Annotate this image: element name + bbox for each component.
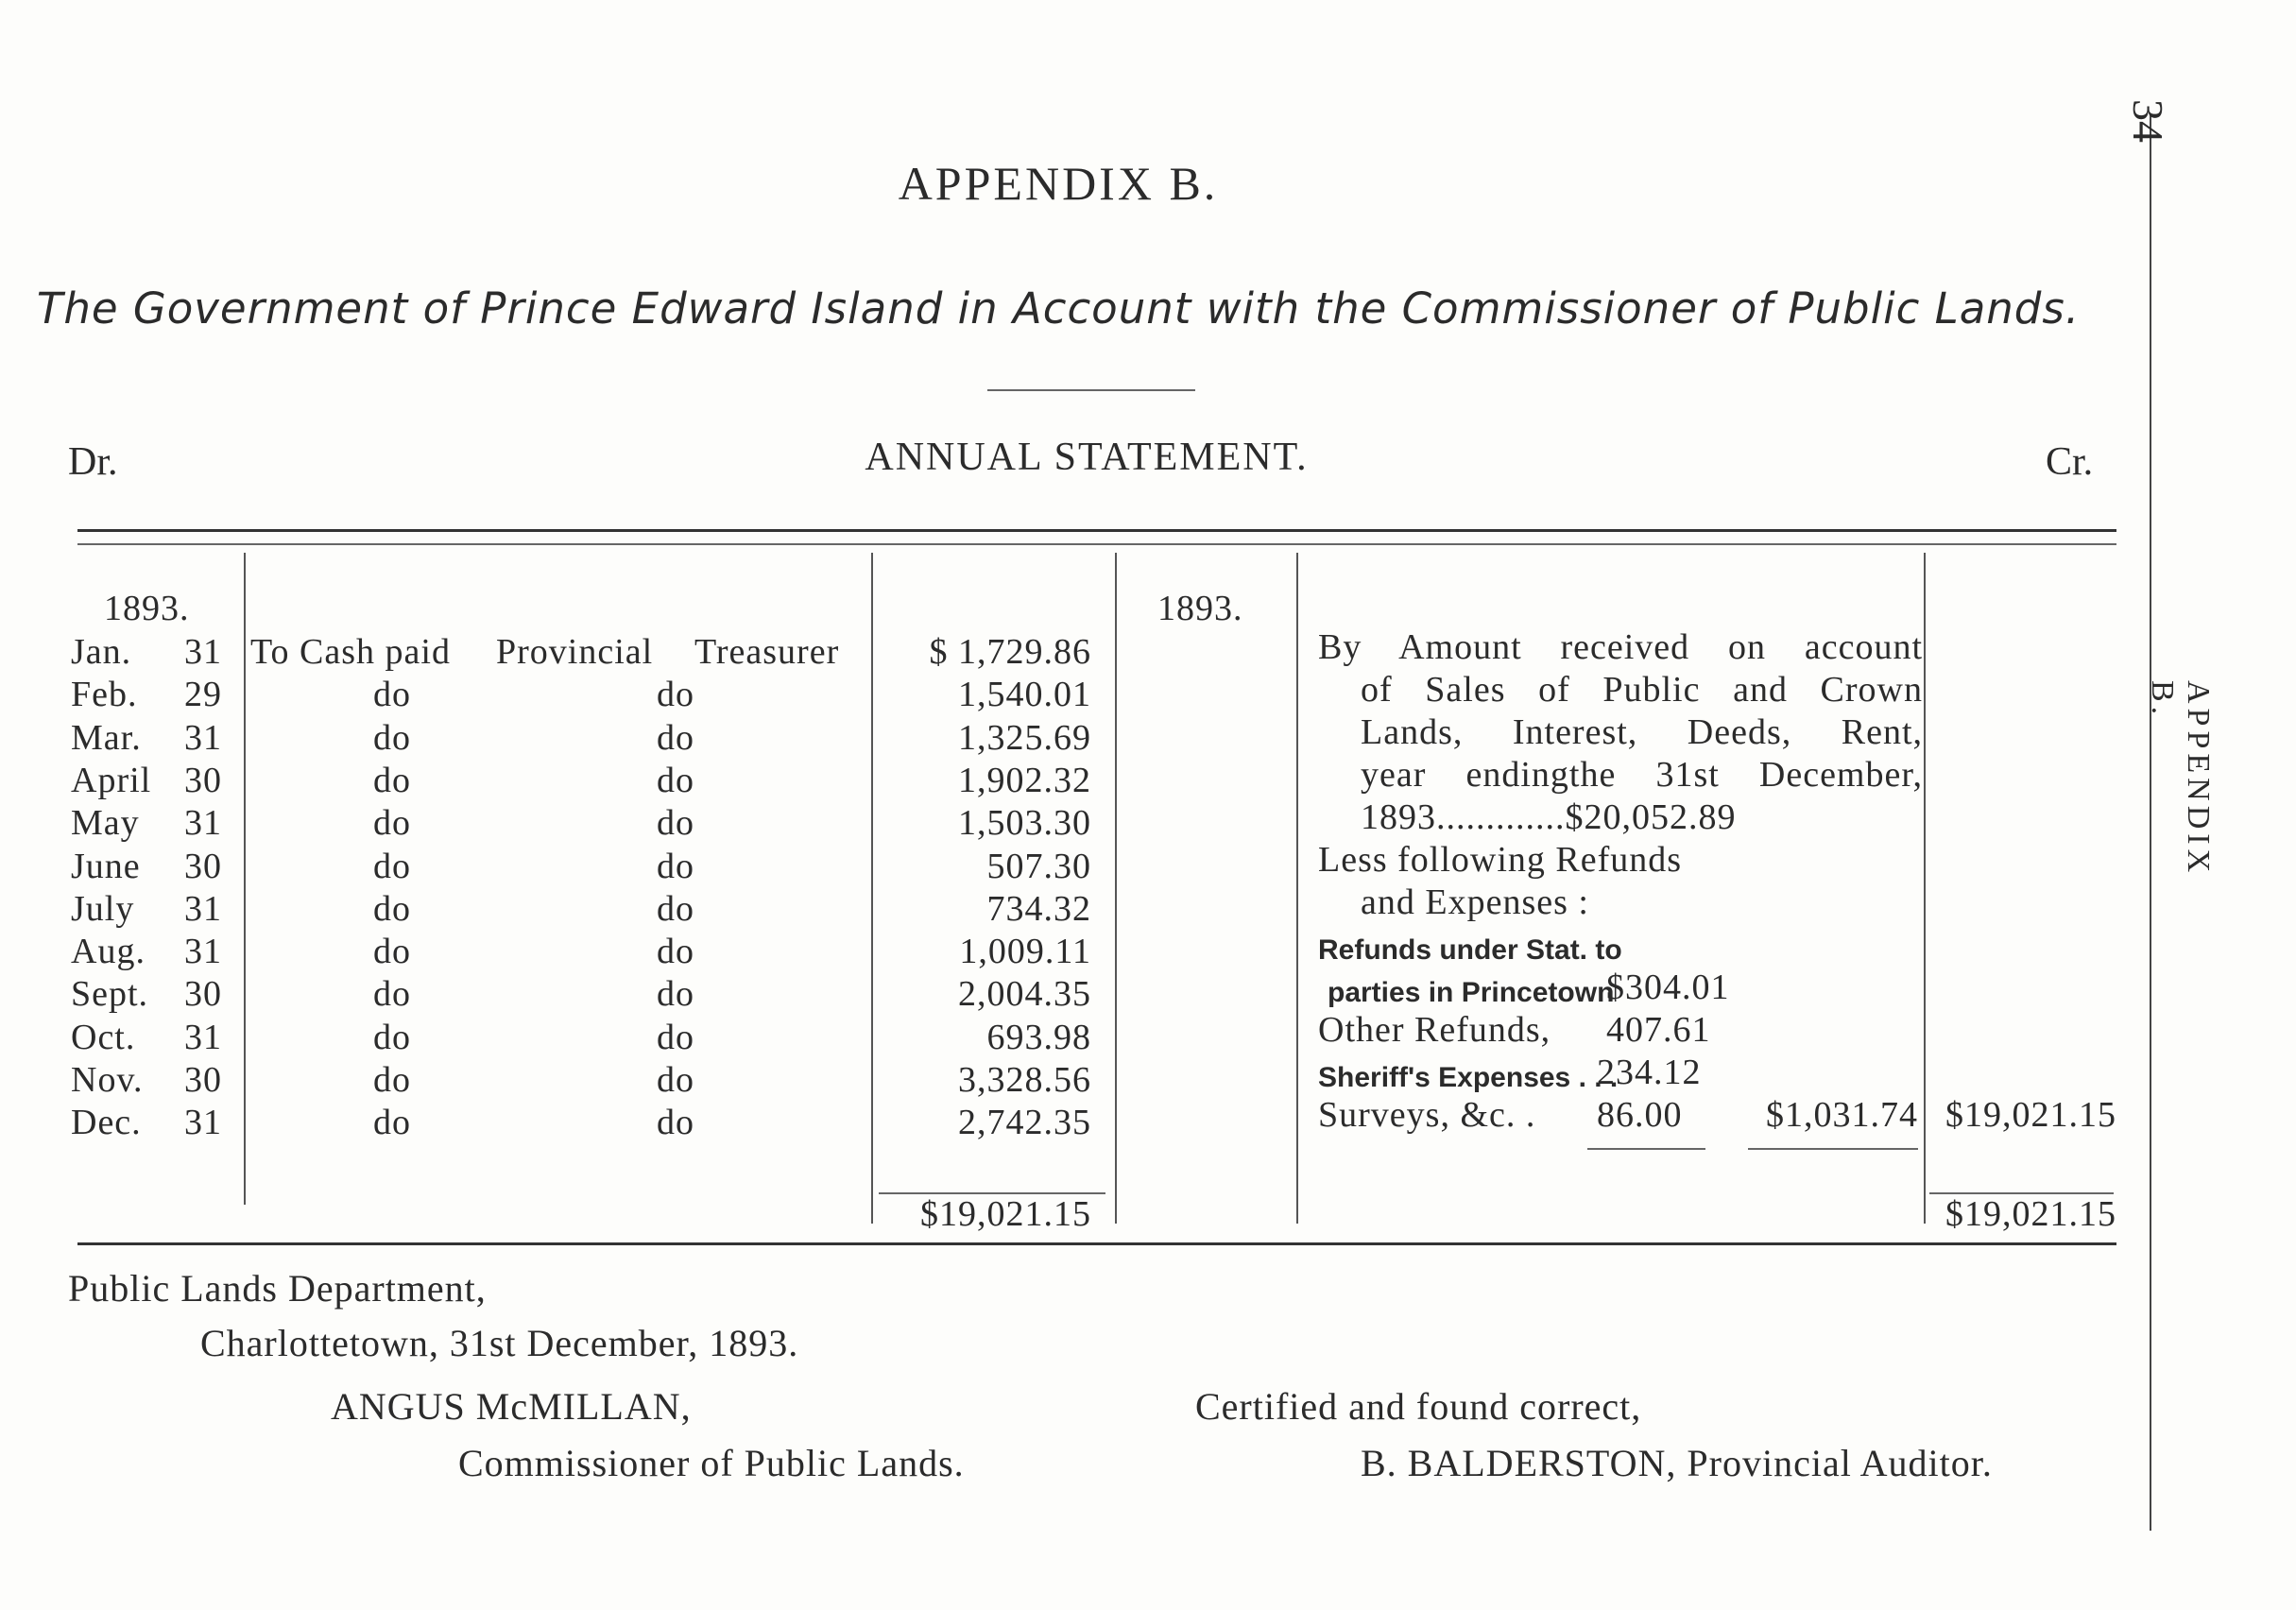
column-rule: [1924, 553, 1926, 1224]
entry-month: Feb.: [71, 675, 138, 715]
entry-amount: 1,009.11: [959, 932, 1091, 972]
signer-title: Commissioner of Public Lands.: [458, 1442, 965, 1484]
running-head: APPENDIX B.: [2145, 680, 2216, 878]
entry-amount: $ 1,729.86: [929, 632, 1091, 672]
sheriff-expenses-label: Sheriff's Expenses . . .: [1318, 1062, 1619, 1093]
credit-line: of Sales of Public and Crown: [1361, 670, 1923, 710]
entry-ditto: do: [373, 932, 411, 972]
debit-year: 1893.: [104, 589, 190, 628]
entry-month: Dec.: [71, 1103, 142, 1143]
entry-month: July: [71, 888, 135, 929]
debit-total: $19,021.15: [920, 1194, 1091, 1234]
table-bottom-rule: [77, 1242, 2116, 1245]
refund-princetown-amount: $304.01: [1606, 968, 1730, 1007]
entry-ditto: do: [373, 888, 411, 929]
page-number: 34: [2124, 99, 2172, 143]
entry-month: Aug.: [71, 932, 146, 972]
credit-label: Cr.: [2046, 440, 2094, 484]
less-refunds-heading: Less following Refunds: [1318, 840, 1683, 880]
entry-month: Nov.: [71, 1060, 144, 1100]
other-refunds-label: Other Refunds,: [1318, 1010, 1551, 1050]
entry-amount: 2,004.35: [958, 974, 1091, 1015]
credit-total: $19,021.15: [1945, 1194, 2116, 1234]
entry-day: 31: [184, 1017, 222, 1057]
entry-ditto: do: [657, 675, 694, 715]
entry-amount: 693.98: [986, 1017, 1091, 1057]
entry-ditto: do: [657, 803, 694, 844]
column-rule: [244, 553, 246, 1205]
entry-amount: 1,503.30: [958, 803, 1091, 844]
entry-month: Mar.: [71, 717, 142, 758]
column-rule: [1115, 553, 1117, 1224]
deductions-total: $1,031.74: [1766, 1095, 1918, 1135]
deductions-underline: [1748, 1148, 1918, 1150]
entry-amount: 1,540.01: [958, 675, 1091, 715]
entry-day: 30: [184, 974, 222, 1015]
entry-month: June: [71, 846, 141, 886]
entry-day: 30: [184, 1060, 222, 1100]
credit-year: 1893.: [1157, 589, 1243, 628]
table-top-rule-inner: [77, 543, 2116, 545]
entry-ditto: do: [373, 974, 411, 1015]
entry-month: May: [71, 803, 140, 844]
entry-month: Oct.: [71, 1017, 136, 1057]
entry-ditto: do: [373, 803, 411, 844]
entry-day: 29: [184, 675, 222, 715]
entry-ditto: do: [373, 675, 411, 715]
statement-heading: ANNUAL STATEMENT.: [865, 436, 1309, 479]
credit-line: Lands, Interest, Deeds, Rent,: [1361, 712, 1923, 752]
entry-ditto: do: [657, 1017, 694, 1057]
credit-net-amount: $19,021.15: [1945, 1095, 2116, 1135]
entry-ditto: do: [657, 1103, 694, 1143]
entry-ditto: do: [373, 760, 411, 800]
page-title: APPENDIX B.: [898, 157, 1219, 210]
column-rule: [871, 553, 873, 1224]
place-and-date: Charlottetown, 31st December, 1893.: [200, 1322, 799, 1364]
entry-ditto: do: [657, 760, 694, 800]
entry-ditto: do: [657, 888, 694, 929]
entry-description: Provincial: [496, 632, 654, 672]
signer-name: ANGUS McMILLAN,: [331, 1385, 692, 1428]
other-refunds-amount: 407.61: [1606, 1010, 1711, 1050]
entry-day: 31: [184, 803, 222, 844]
entry-ditto: do: [373, 1017, 411, 1057]
entry-amount: 734.32: [986, 888, 1091, 929]
entry-day: 31: [184, 632, 222, 672]
entry-day: 31: [184, 888, 222, 929]
credit-line: By Amount received on account: [1318, 627, 1923, 667]
surveys-underline: [1587, 1148, 1705, 1150]
entry-ditto: do: [657, 974, 694, 1015]
sheriff-expenses-amount: 234.12: [1597, 1053, 1702, 1092]
entry-day: 31: [184, 1103, 222, 1143]
table-top-rule: [77, 529, 2116, 532]
entry-ditto: do: [373, 1060, 411, 1100]
less-expenses-heading: and Expenses :: [1361, 882, 1589, 922]
entry-description: To Cash paid: [250, 632, 451, 672]
title-divider: [987, 389, 1195, 391]
certification-note: Certified and found correct,: [1195, 1385, 1642, 1428]
entry-ditto: do: [373, 846, 411, 886]
entry-ditto: do: [657, 932, 694, 972]
entry-day: 30: [184, 846, 222, 886]
credit-line: year endingthe 31st December,: [1361, 755, 1923, 795]
entry-day: 31: [184, 717, 222, 758]
entry-amount: 2,742.35: [958, 1103, 1091, 1143]
refund-princetown-label: parties in Princetown: [1328, 977, 1615, 1008]
entry-ditto: do: [373, 717, 411, 758]
entry-amount: 3,328.56: [958, 1060, 1091, 1100]
entry-day: 31: [184, 932, 222, 972]
surveys-label: Surveys, &c. .: [1318, 1095, 1536, 1135]
department-name: Public Lands Department,: [68, 1267, 487, 1310]
sales-amount-line: 1893.............$20,052.89: [1361, 797, 1737, 837]
entry-amount: 1,902.32: [958, 760, 1091, 800]
entry-ditto: do: [657, 846, 694, 886]
entry-amount: 1,325.69: [958, 717, 1091, 758]
entry-day: 30: [184, 760, 222, 800]
entry-month: April: [71, 760, 152, 800]
debit-label: Dr.: [68, 440, 118, 484]
account-subtitle: The Government of Prince Edward Island in Account with the Commissioner of Public Lands.: [36, 283, 2081, 334]
auditor-signature: B. BALDERSTON, Provincial Auditor.: [1361, 1442, 1993, 1484]
refund-princetown-label: Refunds under Stat. to: [1318, 934, 1622, 966]
entry-ditto: do: [657, 1060, 694, 1100]
entry-description: Treasurer: [694, 632, 840, 672]
entry-month: Jan.: [71, 632, 132, 672]
entry-amount: 507.30: [986, 846, 1091, 886]
column-rule: [1296, 553, 1298, 1224]
surveys-amount: 86.00: [1597, 1095, 1683, 1135]
entry-month: Sept.: [71, 974, 149, 1015]
entry-ditto: do: [373, 1103, 411, 1143]
entry-ditto: do: [657, 717, 694, 758]
